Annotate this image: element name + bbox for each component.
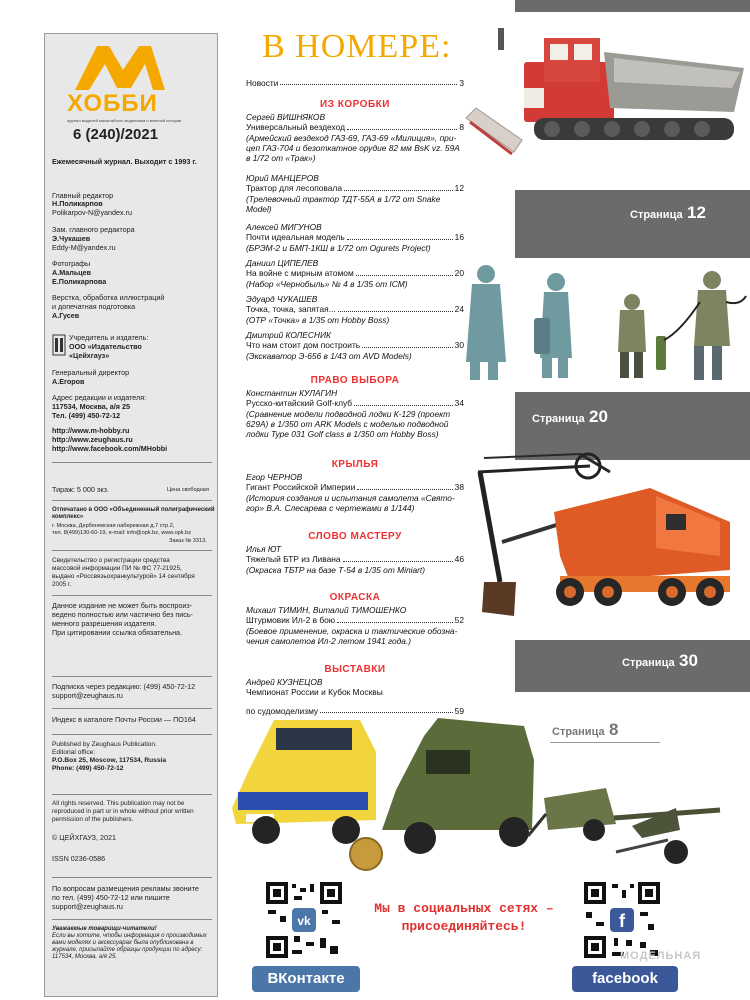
toc-article-8[interactable] — [246, 472, 464, 513]
svg-text:vk: vk — [297, 914, 311, 928]
divider — [52, 708, 212, 709]
toc-author: Сергей ВИШНЯКОВ — [246, 112, 326, 122]
toc-title: Универсальный вездеход — [246, 122, 345, 133]
toc-page: 38 — [454, 482, 464, 493]
excavator-photo — [470, 452, 750, 634]
readers-3: вами моделях и аксессуарах была опубликована в — [52, 940, 194, 946]
photo-name-2: Е.Поликарпова — [52, 277, 107, 286]
watermark: МОДЕЛЬНАЯ — [620, 950, 702, 962]
order: Заказ № 3313. — [169, 538, 207, 544]
deputy-email: Eddy-M@yandex.ru — [52, 243, 116, 252]
toc-author: Эдуард ЧУКАШЕВ — [246, 294, 318, 304]
toc-article-4[interactable] — [246, 258, 464, 289]
divider — [52, 919, 212, 920]
toc-desc: в 1/72 от «Трак») — [246, 153, 316, 164]
toc-desc: (Армейский вездеход ГАЗ-69, ГАЗ-69 «Милиция», при- — [246, 132, 457, 143]
toc-author: Андрей КУЗНЕЦОВ — [246, 677, 323, 687]
divider — [52, 794, 212, 795]
toc-title: Трактор для лесоповала — [246, 183, 342, 194]
toc-title: Штурмовик Ил-2 в бою — [246, 615, 336, 626]
pub-3: P.O.Box 25, Moscow, 117534, Russia — [52, 757, 166, 764]
toc-desc: (Экскаватор Э-656 в 1/43 от AVD Models) — [246, 350, 412, 361]
toc-desc: (Набор «Чернобыль» № 4 в 1/35 от ICM) — [246, 278, 408, 289]
toc-page: 30 — [454, 340, 464, 351]
section-painting: ОКРАСКА — [329, 592, 381, 603]
toc-author: Михаил ТИМИН, Виталий ТИМОШЕНКО — [246, 605, 407, 615]
toc-author: Дмитрий КОЛЕСНИК — [246, 330, 331, 340]
editor-role: Главный редактор — [52, 191, 114, 200]
toc-page: 52 — [454, 615, 464, 626]
toc-desc: 629А) в 1/350 от ARK Models с моделью подводной — [246, 418, 449, 429]
printed-1: Отпечатано в ООО «Объединенный полиграфический — [52, 507, 215, 513]
layout-role-1: Верстка, обработка иллюстраций — [52, 293, 165, 302]
pub-2: Editorial office: — [52, 749, 96, 756]
logo-brand: ХОББИ — [67, 90, 158, 117]
page-12-label: Страница 12 — [630, 203, 706, 222]
social-text-2: присоединяйтесь! — [401, 919, 527, 934]
toc-page: 16 — [454, 232, 464, 243]
toc-title: Русско-китайский Golf-клуб — [246, 398, 353, 409]
layout-role-2: и допечатная подготовка — [52, 302, 136, 311]
toc-page: 46 — [454, 554, 464, 565]
toc-article-5[interactable] — [246, 294, 464, 325]
price: Цена свободная — [167, 487, 209, 493]
reg-1: Свидетельство о регистрации средства — [52, 557, 170, 564]
pub-4: Phone: (499) 450-72-12 — [52, 765, 124, 772]
toc-page: 12 — [454, 183, 464, 194]
qr-code-vk[interactable] — [264, 880, 344, 960]
ads-1: По вопросам размещения рекламы звоните — [52, 884, 199, 893]
no-reprint-4: При цитировании ссылка обязательна. — [52, 628, 183, 637]
toc-news-label: Новости — [246, 78, 279, 88]
readers-2: Если вы хотите, чтобы информация о производимых — [52, 933, 207, 939]
toc-desc: (БРЭМ-2 и БМП-1КШ в 1/72 от Ogurets Project) — [246, 242, 431, 253]
readers-5: 117534, Москва, а/я 25. — [52, 954, 117, 960]
divider — [52, 595, 212, 596]
toc-author: Алексей МИГУНОВ — [246, 222, 322, 232]
founder-1: Учредитель и издатель: — [69, 333, 149, 342]
printed-2: комплекс» — [52, 514, 84, 520]
toc-desc: цеп ГАЗ-704 и безоткатное орудие 82 мм BsK vz. 59A — [246, 142, 460, 153]
divider — [52, 676, 212, 677]
toc-news[interactable] — [246, 78, 464, 88]
page-8-label[interactable]: Страница 8 — [552, 720, 619, 739]
editor-email: Polikarpov-N@yandex.ru — [52, 208, 133, 217]
facebook-button[interactable]: facebook — [572, 966, 678, 992]
toc-author: Константин КУЛАГИН — [246, 388, 338, 398]
toc-title-2: по судомоделизму — [246, 705, 319, 716]
layout-name: А.Гусев — [52, 311, 80, 320]
editor-name: Н.Поликарпов — [52, 199, 103, 208]
social-text-1: Мы в социальных сетях – — [374, 901, 554, 916]
vk-button[interactable]: ВКонтакте — [252, 966, 360, 992]
divider — [52, 734, 212, 735]
photo-name-1: А.Мальцев — [52, 268, 92, 277]
reg-4: 2005 г. — [52, 581, 72, 588]
section-from-box: ИЗ КОРОБКИ — [320, 99, 390, 110]
qr-code-facebook[interactable] — [582, 880, 662, 960]
address-role: Адрес редакции и издателя: — [52, 393, 147, 402]
toc-article-1[interactable] — [246, 112, 464, 163]
print-run: Тираж: 5 000 экз. — [52, 485, 110, 494]
toc-article-7[interactable] — [246, 388, 464, 439]
toc-title: Чемпионат России и Кубок Москвы — [246, 687, 383, 698]
ads-2: по тел. (499) 450-72-12 или пишите — [52, 893, 170, 902]
tractor-photo — [464, 22, 750, 182]
toc-desc: (Боевое применение, окраска и тактические обозна- — [246, 625, 458, 636]
printed-4: тел. 8(499)130-60-19, e-mail: info@opk.bz, www.opk.bz — [52, 530, 192, 536]
section-master: СЛОВО МАСТЕРУ — [308, 531, 402, 542]
toc-desc: чения самолетов Ил-2 летом 1941 года.) — [246, 635, 412, 646]
social-text — [352, 900, 576, 936]
divider — [52, 877, 212, 878]
toc-desc: (История создания и испытания самолета «Свято- — [246, 492, 455, 503]
toc-title: Тяжелый БТР из Ливана — [246, 554, 341, 565]
issn: ISSN 0236-0586 — [52, 854, 106, 863]
divider — [52, 462, 212, 463]
toc-article-9[interactable] — [246, 544, 464, 575]
toc-article-11[interactable] — [246, 677, 464, 716]
toc-author: Егор ЧЕРНОВ — [246, 472, 303, 482]
copyright: © ЦЕЙХГАУЗ, 2021 — [52, 833, 116, 842]
page-20-label[interactable]: Страница 20 — [532, 407, 608, 426]
toc-title: Почти идеальная модель — [246, 232, 345, 243]
no-reprint-2: ведено полностью или частично без пись- — [52, 610, 194, 619]
printed-3: г. Москва, Дербеневская набережная д.7 стр.2, — [52, 523, 175, 529]
toc-title: На войне с мирным атомом — [246, 268, 354, 279]
toc-desc: (Трелевочный трактор ТДТ-55А в 1/72 от Snake — [246, 193, 441, 204]
web-3[interactable]: http://www.facebook.com/MHobbi — [52, 444, 168, 453]
section-exhibitions: ВЫСТАВКИ — [324, 664, 386, 675]
rights-2: reproduced in part or in whole without prior written — [52, 808, 194, 815]
toc-title: Что нам стоит дом построить — [246, 340, 361, 351]
reg-2: массовой информации ПИ № ФС 77-21925, — [52, 565, 182, 572]
deputy-role: Зам. главного редактора — [52, 225, 135, 234]
subscribe-1: Подписка через редакцию: (499) 450-72-12 — [52, 682, 196, 691]
toc-article-2[interactable] — [246, 173, 464, 214]
toc-page: 59 — [454, 705, 464, 716]
toc-desc: лодки Type 031 Golf class в 1/350 от Hobby Boss) — [246, 429, 439, 440]
phone: Тел. (499) 450-72-12 — [52, 411, 121, 420]
toc-page: 8 — [459, 122, 464, 133]
founder-2: ООО «Издательство — [69, 342, 142, 351]
toc-page: 24 — [454, 304, 464, 315]
toc-desc: гор» В.А. Слесарева с чертежами в 1/144) — [246, 502, 415, 513]
web-1[interactable]: http://www.m-hobby.ru — [52, 426, 130, 435]
toc-author: Даниил ЦИПЕЛЕВ — [246, 258, 319, 268]
founder-3: «Цейхгауз» — [69, 351, 110, 360]
rights-1: All rights reserved. This publication may not be — [52, 800, 185, 807]
divider — [52, 500, 212, 501]
director-role: Генеральный директор — [52, 368, 130, 377]
toc-desc: (ОТР «Точка» в 1/35 от Hobby Boss) — [246, 314, 390, 325]
publisher-logo-icon — [52, 334, 66, 356]
toc-author: Илья ЮТ — [246, 544, 282, 554]
pub-1: Published by Zeughaus Publication. — [52, 741, 157, 748]
toc-page: 34 — [454, 398, 464, 409]
subscribe-2: support@zeughaus.ru — [52, 691, 123, 700]
toc-news-page: 3 — [459, 78, 464, 88]
toc-title: Точка, точка, запятая... — [246, 304, 336, 315]
photo-role: Фотографы — [52, 259, 91, 268]
issue-number: 6 (240)/2021 — [73, 126, 159, 143]
web-2[interactable]: http://www.zeughaus.ru — [52, 435, 133, 444]
deputy-name: Э.Чукашев — [52, 234, 91, 243]
logo-tagline: журнал моделей масштабного моделизма и военной истории — [67, 118, 182, 123]
toc-page: 20 — [454, 268, 464, 279]
rights-3: permission of the publishers. — [52, 816, 134, 823]
toc-desc: (Окраска ТБТР на базе Т-54 в 1/35 от Miniart) — [246, 564, 426, 575]
svg-text:f: f — [619, 911, 625, 931]
vehicles-photo — [228, 712, 728, 872]
readers-1: Уважаемые товарищи-читатели! — [52, 926, 157, 932]
reg-3: выдано «Россвязьохранкультурой» 14 сентября — [52, 573, 195, 580]
page-30-label[interactable]: Страница 30 — [622, 651, 698, 670]
toc-author: Юрий МАНЦЕРОВ — [246, 173, 319, 183]
no-reprint-3: менного разрешения издателя. — [52, 619, 157, 628]
toc-article-10[interactable] — [246, 605, 464, 646]
toc-desc: (Сравнение модели подводной лодки К-129 (проект — [246, 408, 451, 419]
readers-4: журнале, присылайте образцы продукции по адресу: — [52, 947, 203, 953]
section-choice: ПРАВО ВЫБОРА — [310, 375, 400, 386]
toc-article-6[interactable] — [246, 330, 464, 361]
masthead-sidebar — [44, 33, 218, 997]
divider — [52, 550, 212, 551]
post-index: Индекс в каталоге Почты России — ПО164 — [52, 715, 196, 724]
figures-photo — [454, 262, 750, 388]
ads-3: support@zeughaus.ru — [52, 902, 123, 911]
no-reprint-1: Данное издание не может быть воспроиз- — [52, 601, 193, 610]
address-1: 117534, Москва, а/я 25 — [52, 402, 130, 411]
section-wings: КРЫЛЬЯ — [331, 459, 379, 470]
director-name: А.Егоров — [52, 377, 85, 386]
toc-heading: В НОМЕРЕ: — [262, 28, 452, 65]
monthly-note: Ежемесячный журнал. Выходит с 1993 г. — [52, 157, 197, 166]
toc-title: Гигант Российской Империи — [246, 482, 356, 493]
top-gray-strip — [515, 0, 750, 12]
toc-article-3[interactable] — [246, 222, 464, 253]
toc-desc: Model) — [246, 203, 272, 214]
